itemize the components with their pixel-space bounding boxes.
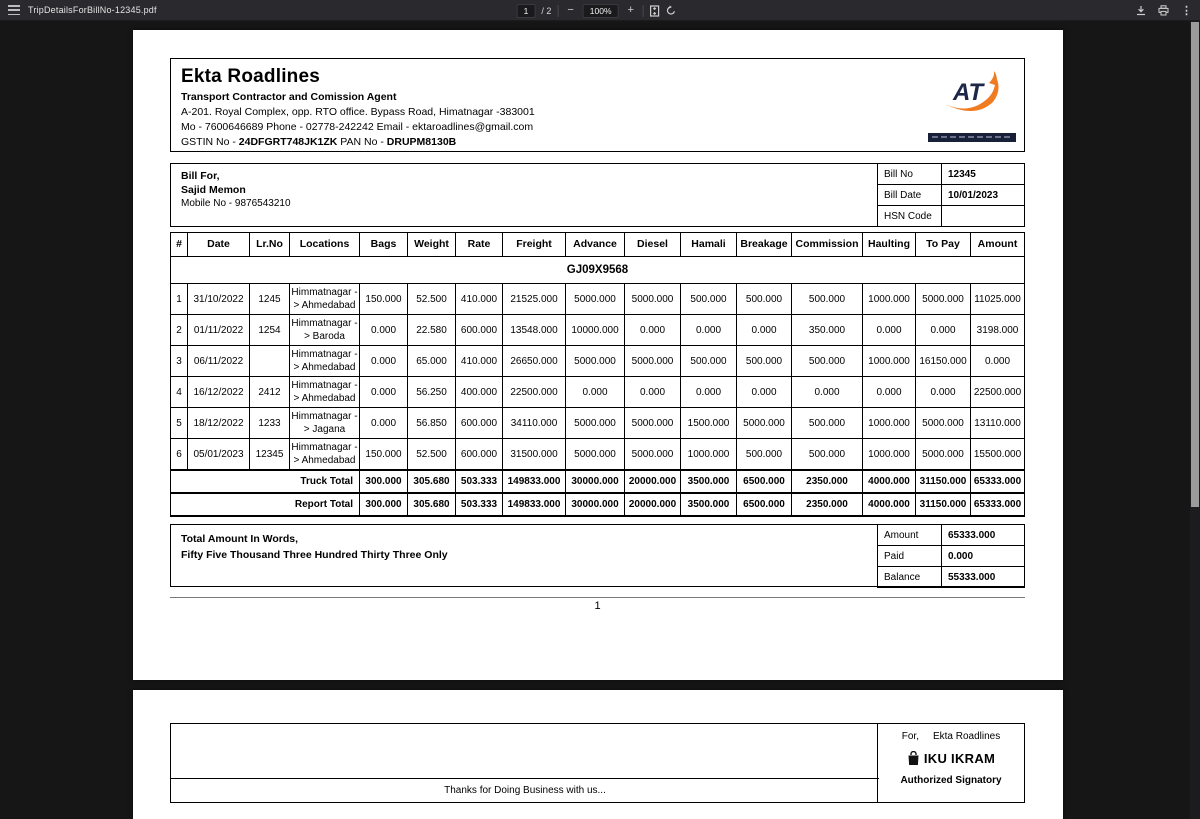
signature-company: Ekta Roadlines (932, 731, 1001, 742)
total-value: 65333.000 (971, 493, 1025, 516)
signature-section (170, 723, 1025, 803)
column-header: Weight (408, 233, 456, 257)
trip-cell: Himmatnagar -> Ahmedabad (290, 377, 360, 408)
toolbar-divider (643, 5, 644, 17)
column-header: Haulting (863, 233, 916, 257)
trip-cell: 22.580 (408, 315, 456, 346)
company-address: A-201. Royal Complex, opp. RTO office. Bypass Road, Himatnagar -383001 (181, 106, 535, 118)
trip-cell: 500.000 (792, 284, 863, 315)
trip-cell: 13548.000 (503, 315, 566, 346)
more-options-icon[interactable]: ⋮ (1181, 5, 1192, 17)
trip-cell: 0.000 (737, 315, 792, 346)
trip-cell: 0.000 (360, 408, 408, 439)
trip-cell: 15500.000 (971, 439, 1025, 471)
summary-label: Balance (878, 567, 942, 588)
rotate-icon[interactable] (666, 5, 677, 16)
trip-row (171, 346, 1025, 377)
trip-cell: 16/12/2022 (188, 377, 250, 408)
zoom-level-input[interactable]: 100% (583, 4, 619, 18)
trip-cell: 12345 (250, 439, 290, 471)
bill-meta-value: 10/01/2023 (942, 185, 1025, 206)
scrollbar-track[interactable] (1190, 21, 1200, 819)
company-logo (926, 69, 1018, 120)
total-value: 503.333 (456, 493, 503, 516)
page-number-input[interactable]: 1 (517, 4, 536, 18)
column-header: Diesel (625, 233, 681, 257)
fit-to-page-icon[interactable] (650, 5, 660, 17)
trip-cell: 56.250 (408, 377, 456, 408)
summary-value: 55333.000 (942, 567, 1025, 588)
total-value: 20000.000 (625, 470, 681, 493)
trip-cell: 600.000 (456, 408, 503, 439)
trip-cell (250, 346, 290, 377)
trip-cell: 350.000 (792, 315, 863, 346)
total-value: 6500.000 (737, 493, 792, 516)
column-header: Hamali (681, 233, 737, 257)
column-header: Advance (566, 233, 625, 257)
trip-cell: 500.000 (737, 439, 792, 471)
zoom-in-button[interactable]: + (627, 4, 634, 16)
total-value: 4000.000 (863, 470, 916, 493)
total-row (171, 493, 1025, 516)
total-value: 300.000 (360, 493, 408, 516)
trip-cell: 5 (171, 408, 188, 439)
trip-cell: 13110.000 (971, 408, 1025, 439)
customer-mobile: Mobile No - 9876543210 (181, 198, 291, 209)
authorized-signatory-label: Authorized Signatory (900, 775, 1002, 786)
company-header (170, 58, 1025, 152)
total-value: 305.680 (408, 470, 456, 493)
trip-cell: 5000.000 (625, 284, 681, 315)
company-tagline: Transport Contractor and Comission Agent (181, 91, 397, 103)
trip-cell: 0.000 (863, 377, 916, 408)
scrollbar-thumb[interactable] (1191, 22, 1199, 507)
bill-meta-row (878, 185, 1025, 206)
trip-cell: 500.000 (792, 408, 863, 439)
trip-cell: 1254 (250, 315, 290, 346)
trip-cell: 500.000 (737, 346, 792, 377)
trip-cell: 0.000 (737, 377, 792, 408)
total-label: Truck Total (171, 470, 360, 493)
bill-meta-value: 12345 (942, 164, 1025, 185)
document-filename: TripDetailsForBillNo-12345.pdf (28, 5, 157, 15)
column-header: Rate (456, 233, 503, 257)
trip-cell: 22500.000 (971, 377, 1025, 408)
total-value: 30000.000 (566, 470, 625, 493)
trip-table (170, 232, 1025, 517)
bill-meta-label: Bill Date (878, 185, 942, 206)
trip-cell: 4 (171, 377, 188, 408)
trip-cell: 0.000 (360, 377, 408, 408)
trip-cell: 5000.000 (916, 284, 971, 315)
total-value: 3500.000 (681, 493, 737, 516)
total-value: 305.680 (408, 493, 456, 516)
company-name: Ekta Roadlines (181, 66, 321, 87)
trip-cell: 600.000 (456, 315, 503, 346)
trip-cell: 2412 (250, 377, 290, 408)
trip-cell: 0.000 (566, 377, 625, 408)
trip-cell: 5000.000 (737, 408, 792, 439)
bill-meta-value (942, 206, 1025, 227)
total-row (171, 470, 1025, 493)
download-icon[interactable] (1136, 5, 1146, 16)
total-value: 4000.000 (863, 493, 916, 516)
gstin-value: 24DFGRT748JK1ZK (238, 136, 338, 148)
trip-row (171, 408, 1025, 439)
trip-cell: 500.000 (681, 346, 737, 377)
amount-summary-table (877, 524, 1025, 588)
trip-cell: 18/12/2022 (188, 408, 250, 439)
column-header: Locations (290, 233, 360, 257)
trip-row (171, 439, 1025, 471)
trip-cell: 5000.000 (625, 408, 681, 439)
trip-cell: 5000.000 (625, 346, 681, 377)
trip-cell: 0.000 (681, 377, 737, 408)
trip-cell: 500.000 (792, 439, 863, 471)
column-header: Commission (792, 233, 863, 257)
trip-cell: 1000.000 (863, 284, 916, 315)
trip-row (171, 284, 1025, 315)
trip-cell: 1245 (250, 284, 290, 315)
trip-table-header-row (171, 233, 1025, 257)
trip-cell: 5000.000 (916, 408, 971, 439)
for-label: For, (901, 731, 919, 742)
bag-icon (907, 751, 920, 766)
trip-cell: 5000.000 (566, 284, 625, 315)
amount-words-label: Total Amount In Words, (181, 533, 299, 545)
trip-cell: 0.000 (916, 377, 971, 408)
column-header: Amount (971, 233, 1025, 257)
trip-cell: 6 (171, 439, 188, 471)
company-contact: Mo - 7600646689 Phone - 02778-242242 Email - ektaroadlines@gmail.com (181, 121, 534, 133)
column-header: To Pay (916, 233, 971, 257)
trip-cell: 5000.000 (566, 346, 625, 377)
trip-cell: 31500.000 (503, 439, 566, 471)
trip-cell: 400.000 (456, 377, 503, 408)
trip-cell: Himmatnagar -> Jagana (290, 408, 360, 439)
trip-cell: 0.000 (792, 377, 863, 408)
amount-words-text: Fifty Five Thousand Three Hundred Thirty Three Only (181, 549, 448, 561)
trip-cell: 0.000 (625, 315, 681, 346)
trip-cell: 0.000 (971, 346, 1025, 377)
total-value: 6500.000 (737, 470, 792, 493)
trip-cell: 0.000 (863, 315, 916, 346)
pan-value: DRUPM8130B (386, 136, 457, 148)
column-header: Date (188, 233, 250, 257)
bill-meta-label: HSN Code (878, 206, 942, 227)
total-value: 149833.000 (503, 493, 566, 516)
bill-for-section (170, 163, 1025, 227)
summary-row (878, 567, 1025, 588)
trip-row (171, 315, 1025, 346)
trip-cell: 22500.000 (503, 377, 566, 408)
column-header: Bags (360, 233, 408, 257)
total-value: 30000.000 (566, 493, 625, 516)
customer-name: Sajid Memon (181, 184, 246, 196)
summary-label: Amount (878, 525, 942, 546)
toolbar-divider (557, 5, 558, 17)
trip-cell: 5000.000 (566, 408, 625, 439)
trip-cell: 150.000 (360, 284, 408, 315)
total-label: Report Total (171, 493, 360, 516)
trip-cell: 52.500 (408, 439, 456, 471)
summary-value: 0.000 (942, 546, 1025, 567)
trip-cell: 26650.000 (503, 346, 566, 377)
bill-meta-row (878, 206, 1025, 227)
trip-cell: 2 (171, 315, 188, 346)
summary-row (878, 525, 1025, 546)
trip-cell: 10000.000 (566, 315, 625, 346)
trip-cell: 1000.000 (681, 439, 737, 471)
total-value: 31150.000 (916, 493, 971, 516)
trip-cell: 05/01/2023 (188, 439, 250, 471)
trip-cell: 11025.000 (971, 284, 1025, 315)
trip-cell: 410.000 (456, 346, 503, 377)
total-value: 149833.000 (503, 470, 566, 493)
menu-icon[interactable] (8, 5, 20, 15)
at-logo-icon (939, 69, 1005, 115)
trip-cell: 1500.000 (681, 408, 737, 439)
trip-cell: 06/11/2022 (188, 346, 250, 377)
total-value: 3500.000 (681, 470, 737, 493)
print-icon[interactable] (1158, 5, 1169, 16)
trip-cell: 0.000 (360, 315, 408, 346)
trip-cell: 65.000 (408, 346, 456, 377)
trip-cell: 0.000 (360, 346, 408, 377)
trip-cell: 410.000 (456, 284, 503, 315)
trip-cell: Himmatnagar -> Ahmedabad (290, 346, 360, 377)
total-value: 300.000 (360, 470, 408, 493)
trip-cell: 0.000 (681, 315, 737, 346)
bill-for-label: Bill For, (181, 170, 220, 182)
trip-cell: 31/10/2022 (188, 284, 250, 315)
trip-cell: 1233 (250, 408, 290, 439)
column-header: Freight (503, 233, 566, 257)
trip-cell: 600.000 (456, 439, 503, 471)
pdf-toolbar (0, 0, 1200, 21)
vehicle-number-row (171, 257, 1025, 284)
signatory-name: IKU IKRAM (923, 751, 996, 766)
trip-cell: 3 (171, 346, 188, 377)
logo-banner (928, 133, 1016, 142)
trip-cell: 52.500 (408, 284, 456, 315)
column-header: Breakage (737, 233, 792, 257)
amount-words-section (170, 524, 1025, 587)
trip-cell: 500.000 (792, 346, 863, 377)
zoom-out-button[interactable]: − (567, 4, 574, 16)
trip-cell: 01/11/2022 (188, 315, 250, 346)
pdf-page-1 (133, 30, 1063, 680)
page-footer-rule (170, 597, 1025, 598)
total-value: 20000.000 (625, 493, 681, 516)
bill-meta-table (877, 163, 1025, 227)
column-header: Lr.No (250, 233, 290, 257)
svg-text:AT: AT (953, 79, 984, 106)
trip-cell: 500.000 (681, 284, 737, 315)
column-header: # (171, 233, 188, 257)
trip-cell: Himmatnagar -> Ahmedabad (290, 439, 360, 471)
trip-cell: 16150.000 (916, 346, 971, 377)
total-value: 2350.000 (792, 470, 863, 493)
thanks-message: Thanks for Doing Business with us... (171, 778, 879, 802)
trip-cell: 34110.000 (503, 408, 566, 439)
total-value: 2350.000 (792, 493, 863, 516)
page-count-label: / 2 (541, 5, 552, 16)
company-tax-ids: GSTIN No - 24DFGRT748JK1ZK PAN No - DRUPM8130B (181, 136, 457, 148)
vehicle-number: GJ09X9568 (171, 257, 1025, 284)
trip-cell: 0.000 (916, 315, 971, 346)
summary-value: 65333.000 (942, 525, 1025, 546)
trip-cell: 5000.000 (566, 439, 625, 471)
trip-cell: 3198.000 (971, 315, 1025, 346)
trip-cell: 1000.000 (863, 439, 916, 471)
pdf-page-2 (133, 690, 1063, 819)
summary-label: Paid (878, 546, 942, 567)
trip-cell: Himmatnagar -> Ahmedabad (290, 284, 360, 315)
trip-cell: 1 (171, 284, 188, 315)
trip-cell: 1000.000 (863, 408, 916, 439)
trip-cell: 500.000 (737, 284, 792, 315)
trip-cell: 0.000 (625, 377, 681, 408)
total-value: 65333.000 (971, 470, 1025, 493)
bill-meta-label: Bill No (878, 164, 942, 185)
signature-block (877, 724, 1024, 802)
trip-row (171, 377, 1025, 408)
trip-cell: Himmatnagar -> Baroda (290, 315, 360, 346)
total-value: 503.333 (456, 470, 503, 493)
summary-row (878, 546, 1025, 567)
bill-meta-row (878, 164, 1025, 185)
trip-cell: 5000.000 (625, 439, 681, 471)
trip-cell: 21525.000 (503, 284, 566, 315)
trip-cell: 5000.000 (916, 439, 971, 471)
total-value: 31150.000 (916, 470, 971, 493)
trip-cell: 150.000 (360, 439, 408, 471)
trip-cell: 1000.000 (863, 346, 916, 377)
page-number: 1 (594, 600, 601, 612)
trip-cell: 56.850 (408, 408, 456, 439)
